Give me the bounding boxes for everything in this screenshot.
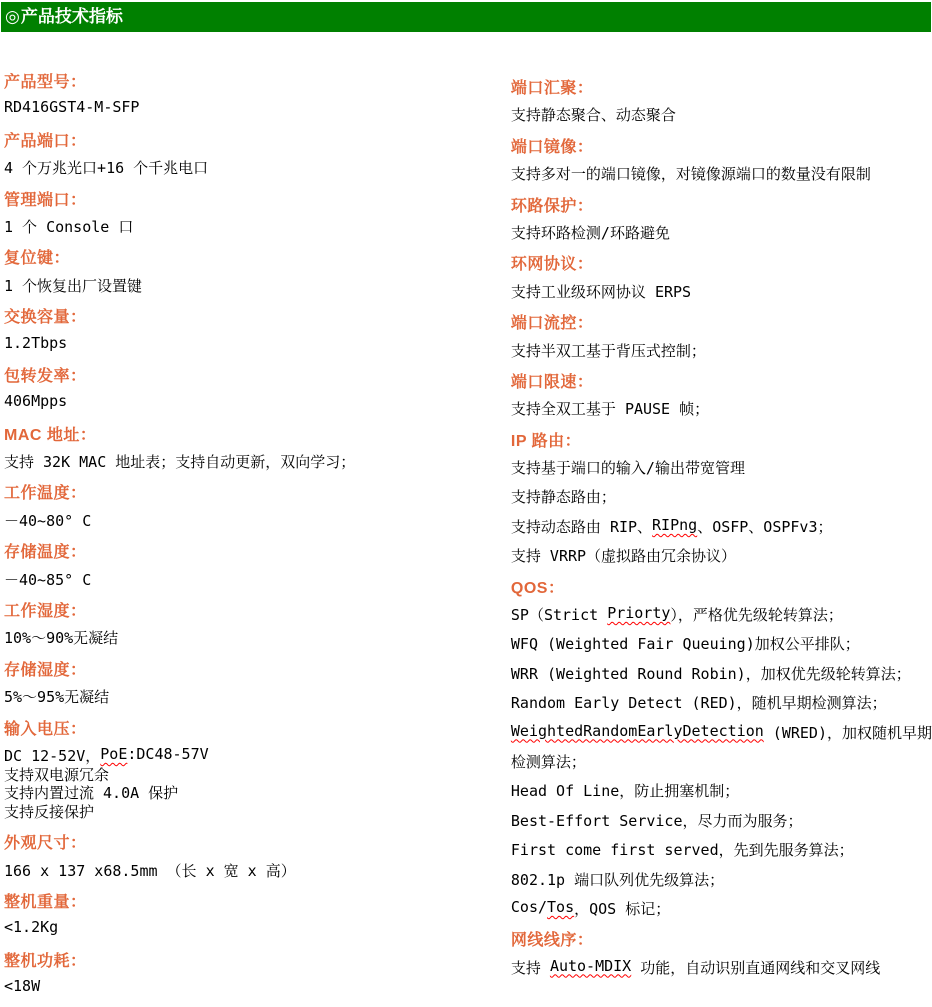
spec-value (511, 839, 932, 868)
spec-value (4, 860, 508, 889)
text-segment: －40~80° C (4, 511, 92, 530)
misspelled-word: WeightedRandomEarlyDetection (510, 721, 764, 740)
text-segment: 环路保护： (510, 197, 594, 215)
text-segment: 支持双电源冗余 (4, 765, 110, 784)
spec-heading (511, 75, 932, 104)
text-segment: 工作温度： (4, 485, 87, 503)
text-segment: 支持环路检测/环路避免 (510, 223, 670, 242)
spec-value (511, 869, 932, 898)
spec-heading (4, 187, 508, 216)
text-segment: 166 x 137 x68.5mm （长 x 宽 x 高） (4, 861, 296, 880)
text-segment: 支持动态路由 RIP、 (510, 517, 653, 536)
spec-value (4, 569, 508, 598)
spec-value (4, 745, 508, 764)
text-segment: <1.2Kg (4, 918, 59, 937)
text-segment: 产品型号： (4, 74, 87, 91)
text-segment: SP（Strict (510, 606, 608, 625)
spec-value (4, 392, 508, 421)
spec-column-right (508, 32, 932, 986)
text-segment: Best-Effort Service，尽力而为服务； (510, 811, 803, 830)
spec-value (511, 398, 932, 427)
spec-heading (4, 539, 508, 568)
misspelled-word: Priorty (607, 604, 671, 623)
spec-value (511, 163, 932, 192)
spec-value (511, 222, 932, 251)
text-segment: 端口镜像： (510, 138, 594, 156)
misspelled-word: Tos (547, 897, 575, 916)
text-segment: 整机重量： (4, 893, 87, 911)
spec-value (511, 340, 932, 369)
text-segment: MAC 地址： (4, 426, 97, 444)
spec-heading (511, 428, 932, 457)
text-segment: 外观尺寸： (4, 835, 87, 853)
spec-value (511, 780, 932, 809)
spec-heading (511, 310, 932, 339)
spec-value (511, 810, 932, 839)
spec-heading (4, 830, 508, 859)
text-segment: 支持静态聚合、动态聚合 (510, 106, 676, 125)
spec-value (4, 275, 508, 304)
text-segment: 支持 32K MAC 地址表；支持自动更新，双向学习； (4, 453, 356, 472)
text-segment: 支持静态路由； (510, 488, 616, 507)
spec-heading (4, 889, 508, 918)
text-segment: 环网协议： (510, 256, 594, 274)
text-segment: 10%～90%无凝结 (4, 629, 119, 648)
spec-value (4, 782, 508, 801)
spec-value (511, 604, 932, 633)
text-segment: ），严格优先级轮转算法； (670, 606, 843, 625)
text-segment: 802.1p 端口队列优先级算法； (510, 870, 725, 889)
text-segment: －40~85° C (4, 570, 92, 589)
spec-heading (4, 69, 508, 98)
misspelled-word: RIPng (652, 515, 698, 534)
spec-heading (4, 716, 508, 745)
text-segment: 5%～95%无凝结 (4, 688, 110, 707)
text-segment: QOS： (510, 579, 565, 597)
text-segment: Head Of Line，防止拥塞机制； (510, 782, 740, 801)
text-segment: 端口流控： (510, 315, 594, 333)
spec-value (4, 216, 508, 245)
text-segment: 支持半双工基于背压式控制； (510, 341, 706, 360)
spec-value (4, 334, 508, 363)
spec-heading (511, 251, 932, 280)
text-segment: DC 12-52V， (4, 746, 101, 765)
text-segment: 1 个恢复出厂设置键 (4, 276, 143, 295)
section-title: 产品技术指标 (20, 7, 123, 26)
spec-value (4, 157, 508, 186)
spec-value (511, 722, 932, 751)
spec-heading (4, 480, 508, 509)
text-segment: 包转发率： (4, 367, 87, 385)
text-segment: 检测算法； (510, 752, 586, 771)
spec-heading (511, 575, 932, 604)
spec-heading (4, 304, 508, 333)
spec-value (4, 764, 508, 783)
spec-heading (511, 193, 932, 222)
spec-value (511, 692, 932, 721)
spec-heading (4, 422, 508, 451)
spec-value (511, 663, 932, 692)
text-segment: 整机功耗： (4, 952, 87, 970)
spec-heading (511, 134, 932, 163)
spec-value (511, 898, 932, 927)
text-segment: 支持多对一的端口镜像，对镜像源端口的数量没有限制 (510, 165, 871, 184)
text-segment: 存储温度： (4, 544, 87, 562)
text-segment: :DC48-57V (127, 744, 209, 763)
spec-value (4, 510, 508, 539)
spec-heading (4, 657, 508, 686)
spec-value (511, 281, 932, 310)
text-segment: (WRED)，加权随机早期 (763, 723, 932, 742)
text-segment: Cos/ (510, 897, 548, 916)
spec-value (511, 104, 932, 133)
text-segment: 1.2Tbps (4, 333, 68, 352)
text-segment: WFQ (Weighted Fair Queuing)加权公平排队； (510, 635, 860, 654)
text-segment: 输入电压： (4, 720, 87, 738)
text-segment: IP 路由： (510, 432, 582, 450)
text-segment: 4 个万兆光口+16 个千兆电口 (4, 159, 209, 178)
misspelled-word: Auto-MDIX (549, 956, 632, 975)
text-segment: <18W (4, 977, 41, 996)
spec-column-left (0, 32, 508, 1007)
text-segment: 端口汇聚： (510, 80, 594, 97)
text-segment: 端口限速： (510, 373, 594, 391)
text-segment: Random Early Detect (RED)，随机早期检测算法； (510, 694, 887, 713)
spec-heading (511, 369, 932, 398)
text-segment: 网线线序： (510, 932, 594, 950)
spec-heading (4, 363, 508, 392)
spec-value (511, 957, 932, 986)
spec-value (511, 751, 932, 780)
text-segment: 工作湿度： (4, 603, 87, 621)
spec-value (4, 801, 508, 830)
text-segment: 支持基于端口的输入/输出带宽管理 (510, 459, 745, 478)
spec-heading (4, 598, 508, 627)
spec-value (511, 516, 932, 545)
spec-heading (4, 245, 508, 274)
text-segment: 支持 (510, 958, 550, 977)
text-segment: 交换容量： (4, 309, 87, 327)
spec-value (4, 918, 508, 947)
text-segment: RD416GST4-M-SFP (4, 98, 140, 117)
text-segment: 406Mpps (4, 392, 68, 411)
text-segment: 存储湿度： (4, 661, 87, 679)
section-bullet-icon: ◎ (5, 7, 20, 26)
text-segment: 支持 VRRP（虚拟路由冗余协议） (510, 547, 737, 566)
spec-value (511, 633, 932, 662)
text-segment: 支持内置过流 4.0A 保护 (4, 784, 179, 803)
spec-value (511, 545, 932, 574)
text-segment: 功能，自动识别直通网线和交叉网线 (631, 958, 881, 977)
spec-heading (4, 948, 508, 977)
text-segment: 、OSFP、OSPFv3； (697, 517, 833, 536)
spec-value (4, 686, 508, 715)
spec-heading (4, 128, 508, 157)
spec-heading (511, 927, 932, 956)
text-segment: 支持工业级环网协议 ERPS (510, 282, 692, 301)
text-segment: 产品端口： (4, 132, 87, 150)
text-segment: WRR (Weighted Round Robin)，加权优先级轮转算法； (510, 664, 911, 683)
text-segment: ，QOS 标记； (574, 899, 671, 918)
text-segment: 复位键： (4, 250, 71, 268)
text-segment: 1 个 Console 口 (4, 217, 134, 236)
text-segment: 支持全双工基于 PAUSE 帧； (510, 400, 710, 419)
misspelled-word: PoE (100, 744, 128, 763)
spec-value (511, 457, 932, 486)
spec-value (4, 98, 508, 127)
section-header-bar (1, 2, 931, 32)
text-segment: 支持反接保护 (4, 802, 95, 821)
spec-value (511, 486, 932, 515)
spec-value (4, 977, 508, 1006)
spec-value (4, 451, 508, 480)
spec-value (4, 627, 508, 656)
text-segment: 管理端口： (4, 191, 87, 209)
text-segment: First come first served，先到先服务算法； (510, 841, 854, 860)
spec-columns (0, 32, 932, 1007)
